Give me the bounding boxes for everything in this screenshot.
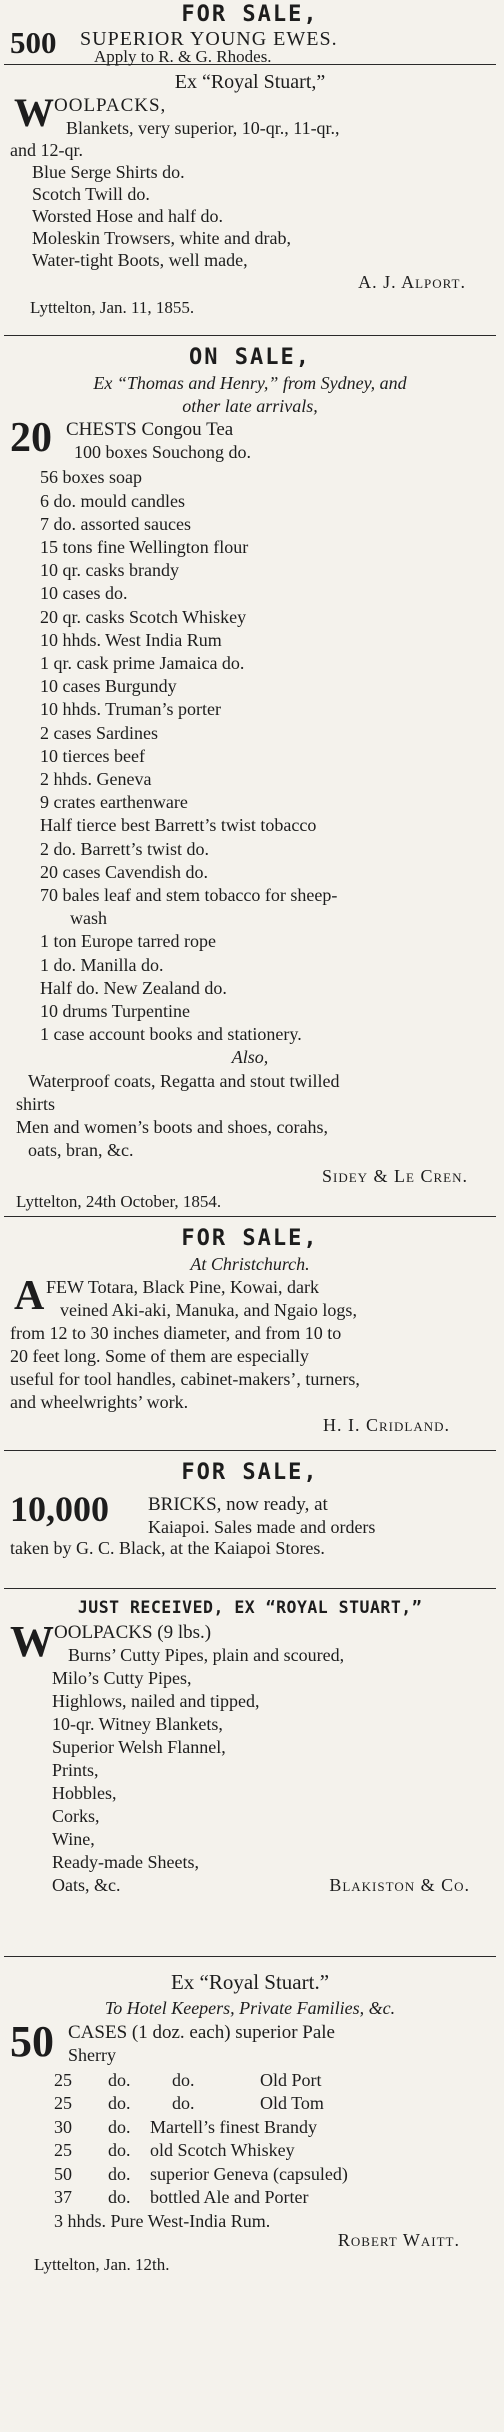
row-qty: 25 xyxy=(54,2140,72,2160)
ad-line: OOLPACKS (9 lbs.) xyxy=(54,1622,212,1643)
ad-line: OOLPACKS, xyxy=(54,95,167,116)
ad-heading: FOR SALE, xyxy=(181,1460,319,1485)
ad-line: Kaiapoi. Sales made and orders xyxy=(148,1517,376,1537)
drop-capital: W xyxy=(10,1617,54,1666)
ad-item: 10 cases Burgundy xyxy=(40,676,177,697)
ad-line: Blankets, very superior, 10-qr., 11-qr., xyxy=(66,118,340,138)
ad-heading: FOR SALE, xyxy=(181,2,319,27)
ad-black-bricks xyxy=(10,1451,490,1588)
row-ditto: do. xyxy=(172,2069,195,2090)
ad-item: Highlows, nailed and tipped, xyxy=(52,1691,260,1711)
ad-item: 1 qr. cask prime Jamaica do. xyxy=(40,653,245,674)
row-qty: 25 xyxy=(54,2093,72,2113)
ad-item: 10 drums Turpentine xyxy=(40,1001,191,1022)
ad-item: 70 bales leaf and stem tobacco for sheep- xyxy=(40,885,338,906)
ad-line: and 12-qr. xyxy=(10,140,83,160)
row-qty: 50 xyxy=(54,2163,72,2184)
row-item: Martell’s finest Brandy xyxy=(150,2116,317,2137)
ad-subheading: At Christchurch. xyxy=(190,1254,310,1274)
ad-line: shirts xyxy=(16,1093,56,1114)
ad-number: 10,000 xyxy=(10,1489,109,1529)
ad-item: Prints, xyxy=(52,1760,99,1780)
ad-subheading: To Hotel Keepers, Private Families, &c. xyxy=(104,1998,396,2018)
spirits-row xyxy=(54,2163,490,2187)
ad-item: 10 tierces beef xyxy=(40,745,145,766)
ad-item: Corks, xyxy=(52,1806,100,1826)
ad-also: Also, xyxy=(231,1047,269,1068)
ad-signature: A. J. Alport. xyxy=(358,272,466,292)
row-ditto: do. xyxy=(108,2093,131,2113)
spirits-row xyxy=(54,2116,490,2140)
row-ditto: do. xyxy=(172,2093,195,2113)
ad-item: Milo’s Cutty Pipes, xyxy=(52,1668,192,1688)
ad-line: useful for tool handles, cabinet-makers’, turners, xyxy=(10,1369,360,1389)
ad-item: Hobbles, xyxy=(52,1783,117,1803)
ad-item: Ready-made Sheets, xyxy=(52,1852,199,1872)
row-ditto: do. xyxy=(108,2116,131,2137)
ad-line: 20 feet long. Some of them are especially xyxy=(10,1346,309,1366)
ad-heading: JUST RECEIVED, EX “ROYAL STUART,” xyxy=(77,1598,423,1617)
row-item: superior Geneva (capsuled) xyxy=(150,2163,348,2184)
ad-item: 20 qr. casks Scotch Whiskey xyxy=(40,606,247,627)
ad-signature: H. I. Cridland. xyxy=(323,1415,450,1435)
ad-item: 9 crates earthenware xyxy=(40,792,188,813)
ad-subheading: Ex “Thomas and Henry,” from Sydney, and xyxy=(93,373,407,393)
ad-item: 7 do. assorted sauces xyxy=(40,513,191,534)
drop-capital: W xyxy=(14,90,54,135)
row-ditto: do. xyxy=(108,2140,131,2160)
row-ditto: do. xyxy=(108,2187,131,2207)
ad-line: Moleskin Trowsers, white and drab, xyxy=(32,228,291,248)
ad-item: 2 do. Barrett’s twist do. xyxy=(40,838,209,859)
ad-item: 2 hhds. Geneva xyxy=(40,769,152,790)
ad-item: 1 ton Europe tarred rope xyxy=(40,931,216,952)
ad-line: Apply to R. & G. Rhodes. xyxy=(94,47,272,66)
ad-item: 2 cases Sardines xyxy=(40,722,158,743)
ad-date: Lyttelton, Jan. 11, 1855. xyxy=(30,298,195,317)
spirits-row xyxy=(54,2139,490,2163)
ad-subheading: other late arrivals, xyxy=(182,396,318,417)
row-qty: 30 xyxy=(54,2116,72,2137)
ad-heading: Ex “Royal Stuart,” xyxy=(174,71,326,93)
ad-line: Water-tight Boots, well made, xyxy=(32,250,248,270)
ad-signature: Sidey & Le Cren. xyxy=(322,1165,468,1186)
ad-cridland-timber xyxy=(10,1217,490,1450)
ad-item: 56 boxes soap xyxy=(40,467,142,488)
ad-line: SUPERIOR YOUNG EWES. xyxy=(80,28,338,50)
ad-item: 10 hhds. Truman’s porter xyxy=(40,699,222,720)
ad-item: Superior Welsh Flannel, xyxy=(52,1737,226,1757)
ad-alport-woolpacks xyxy=(10,65,490,335)
ad-blakiston-woolpacks xyxy=(10,1589,490,1956)
ad-line: CHESTS Congou Tea xyxy=(66,419,234,441)
ad-item: Half do. New Zealand do. xyxy=(40,977,227,998)
ad-line: FEW Totara, Black Pine, Kowai, dark xyxy=(46,1277,320,1297)
ad-number: 20 xyxy=(10,415,52,462)
ad-item: Oats, &c. xyxy=(52,1875,121,1895)
ad-item: 6 do. mould candles xyxy=(40,490,185,511)
ad-line: Scotch Twill do. xyxy=(32,184,150,204)
row-item: Old Port xyxy=(260,2069,322,2090)
ad-line: 100 boxes Souchong do. xyxy=(74,442,251,463)
spirits-list xyxy=(10,2069,490,2210)
ad-item: Wine, xyxy=(52,1829,95,1849)
row-item: Old Tom xyxy=(260,2093,324,2113)
ad-waitt-spirits xyxy=(10,1957,490,2337)
spirits-row xyxy=(54,2092,490,2116)
ad-item: 1 case account books and stationery. xyxy=(40,1024,302,1045)
drop-capital: A xyxy=(14,1273,45,1319)
ad-date: Lyttelton, 24th October, 1854. xyxy=(16,1191,222,1211)
row-qty: 37 xyxy=(54,2187,72,2207)
ad-item: Half tierce best Barrett’s twist tobacco xyxy=(40,815,317,836)
ad-date: Lyttelton, Jan. 12th. xyxy=(34,2254,170,2274)
row-item: old Scotch Whiskey xyxy=(150,2140,295,2160)
row-ditto: do. xyxy=(108,2069,131,2090)
ad-heading: ON SALE, xyxy=(189,345,311,370)
row-qty: 25 xyxy=(54,2069,72,2090)
ad-line: oats, bran, &c. xyxy=(28,1140,134,1161)
ad-line: Men and women’s boots and shoes, corahs, xyxy=(16,1117,328,1138)
ad-rhodes-ewes xyxy=(10,0,490,64)
ad-line: Waterproof coats, Regatta and stout twilled xyxy=(28,1070,340,1091)
ad-heading: Ex “Royal Stuart.” xyxy=(170,1970,330,1994)
ad-line: and wheelwrights’ work. xyxy=(10,1392,189,1412)
ad-item: 10 qr. casks brandy xyxy=(40,560,179,581)
ad-line: taken by G. C. Black, at the Kaiapoi Stores. xyxy=(10,1538,325,1558)
ad-item: wash xyxy=(70,908,107,929)
ad-line: Worsted Hose and half do. xyxy=(32,206,224,226)
ad-number: 50 xyxy=(10,2016,54,2066)
ad-line: Sherry xyxy=(68,2044,116,2065)
ad-line: Burns’ Cutty Pipes, plain and scoured, xyxy=(68,1645,345,1665)
ad-line: BRICKS, now ready, at xyxy=(148,1494,328,1515)
ad-sidey-lecren xyxy=(10,336,490,1216)
ad-number: 500 xyxy=(10,25,57,60)
ad-line: 3 hhds. Pure West-India Rum. xyxy=(54,2210,271,2231)
ad-item: 1 do. Manilla do. xyxy=(40,954,164,975)
ad-line: veined Aki-aki, Manuka, and Ngaio logs, xyxy=(60,1300,357,1320)
row-item: bottled Ale and Porter xyxy=(150,2187,309,2207)
spirits-row xyxy=(54,2069,490,2093)
ad-signature: Robert Waitt. xyxy=(337,2230,460,2250)
ad-item: 10-qr. Witney Blankets, xyxy=(52,1714,223,1734)
ad-signature: Blakiston & Co. xyxy=(329,1875,470,1895)
ad-line: CASES (1 doz. each) superior Pale xyxy=(68,2021,335,2043)
ad-heading: FOR SALE, xyxy=(181,1226,319,1251)
ad-item: 10 cases do. xyxy=(40,583,128,604)
ad-line: Blue Serge Shirts do. xyxy=(32,162,185,182)
row-ditto: do. xyxy=(108,2163,131,2184)
ad-line: from 12 to 30 inches diameter, and from 10 to xyxy=(10,1323,342,1343)
spirits-row xyxy=(54,2186,490,2210)
ad-item: 15 tons fine Wellington flour xyxy=(40,537,249,558)
ad-item: 10 hhds. West India Rum xyxy=(40,629,222,650)
ad-item: 20 cases Cavendish do. xyxy=(40,861,208,882)
